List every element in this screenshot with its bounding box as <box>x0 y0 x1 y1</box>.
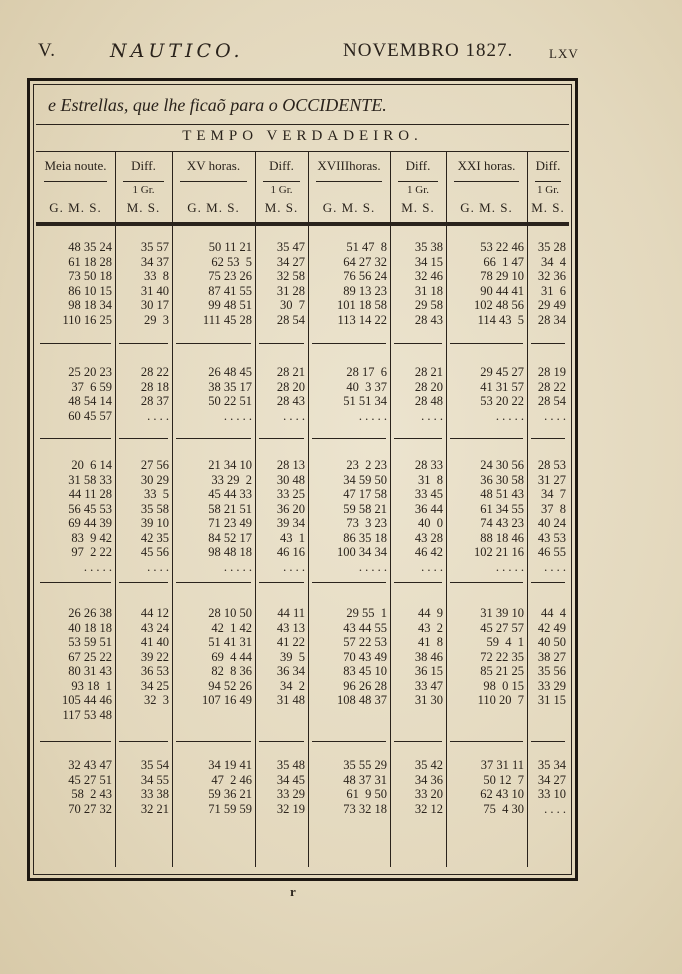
column-title-rule <box>398 181 438 182</box>
month-year: NOVEMBRO 1827. <box>343 40 514 61</box>
column-title: Meia noute. <box>44 158 107 173</box>
block-separator <box>450 582 523 583</box>
column-title: Diff. <box>269 158 294 173</box>
block-separator <box>119 343 168 344</box>
column-gr-label: 1 Gr. <box>537 184 559 196</box>
page-number: LXV <box>549 46 579 61</box>
block-separator <box>40 343 111 344</box>
printer-signature: r <box>290 884 296 899</box>
table-cell: 44 11 43 13 41 22 39 5 36 34 34 2 31 48 <box>276 606 305 707</box>
table-cell: 28 10 50 42 1 42 51 41 31 69 4 44 82 8 36 94 52 26 107 16 49 <box>202 606 252 707</box>
block-separator <box>176 343 251 344</box>
table-cell: 26 26 38 40 18 18 53 59 51 67 25 22 80 31 43 93 18 1 105 44 46 117 53 48 <box>62 606 112 722</box>
block-separator <box>259 343 304 344</box>
block-separator <box>259 582 304 583</box>
column-title: XVIIIhoras. <box>317 158 381 173</box>
block-separator <box>259 741 304 742</box>
block-separator <box>394 741 442 742</box>
column-divider <box>390 152 391 867</box>
column-title: Diff. <box>131 158 156 173</box>
block-separator <box>119 741 168 742</box>
block-separator <box>531 741 565 742</box>
table-cell: 35 28 34 4 32 36 31 6 29 49 28 34 <box>537 240 566 327</box>
table-cell: 28 21 28 20 28 48 . . . . <box>414 365 443 423</box>
block-separator <box>312 438 386 439</box>
table-cell: 28 19 28 22 28 54 . . . . <box>537 365 566 423</box>
table-cell: 44 4 42 49 40 50 38 27 35 56 33 29 31 15 <box>537 606 566 707</box>
running-title: NAUTICO. <box>110 40 244 62</box>
table-cell: 23 2 23 34 59 50 47 17 58 59 58 21 73 3 23 86 35 18 100 34 34 . . . . . <box>337 458 387 574</box>
block-separator <box>119 582 168 583</box>
table-cell: 28 53 31 27 34 7 37 8 40 24 43 53 46 55 . . . . <box>537 458 566 574</box>
column-units: G. M. S. <box>460 200 513 215</box>
table-cell: 29 55 1 43 44 55 57 22 53 70 43 49 83 45 10 96 26 28 108 48 37 <box>337 606 387 707</box>
block-separator <box>312 582 386 583</box>
column-units: M. S. <box>264 200 299 215</box>
column-divider <box>446 152 447 867</box>
table-cell: 35 48 34 45 33 29 32 19 <box>276 758 305 816</box>
table-cell: 21 34 10 33 29 2 45 44 33 58 21 51 71 23 49 84 52 17 98 48 18 . . . . . <box>208 458 252 574</box>
block-separator <box>40 582 111 583</box>
column-divider <box>308 152 309 867</box>
block-separator <box>119 438 168 439</box>
time-banner: TEMPO VERDADEIRO. <box>182 128 423 144</box>
column-units: G. M. S. <box>187 200 240 215</box>
column-title: Diff. <box>405 158 431 173</box>
column-gr-label: 1 Gr. <box>407 184 429 196</box>
table-cell: 25 20 23 37 6 59 48 54 14 60 45 57 <box>68 365 112 423</box>
block-separator <box>531 438 565 439</box>
table-cell: 50 11 21 62 53 5 75 23 26 87 41 55 99 48 51 111 45 28 <box>202 240 252 327</box>
block-separator <box>450 741 523 742</box>
table-cell: 26 48 45 38 35 17 50 22 51 . . . . . <box>208 365 252 423</box>
table-cell: 28 17 6 40 3 37 51 51 34 . . . . . <box>343 365 387 423</box>
column-units: M. S. <box>531 200 565 215</box>
column-gr-label: 1 Gr. <box>132 184 155 196</box>
column-title-rule <box>123 181 164 182</box>
table-cell: 34 19 41 47 2 46 59 36 21 71 59 59 <box>208 758 252 816</box>
block-separator <box>531 582 565 583</box>
column-units: M. S. <box>401 200 435 215</box>
table-cell: 51 47 8 64 27 32 76 56 24 89 13 23 101 18 58 113 14 22 <box>337 240 387 327</box>
block-separator <box>176 582 251 583</box>
column-title-rule <box>180 181 247 182</box>
volume-marker: V. <box>38 40 57 61</box>
table-cell: 28 22 28 18 28 37 . . . . <box>140 365 169 423</box>
table-cell: 20 6 14 31 58 33 44 11 28 56 45 53 69 44 39 83 9 42 97 2 22 . . . . . <box>68 458 112 574</box>
column-title-rule <box>535 181 561 182</box>
block-separator <box>394 582 442 583</box>
table-cell: 48 35 24 61 18 28 73 50 18 86 10 15 98 18 34 110 16 25 <box>62 240 112 327</box>
table-cell: 35 55 29 48 37 31 61 9 50 73 32 18 <box>343 758 387 816</box>
column-divider <box>255 152 256 867</box>
table-cell: 35 54 34 55 33 38 32 21 <box>140 758 169 816</box>
table-cell: 24 30 56 36 30 58 48 51 43 61 34 55 74 43 23 88 18 46 102 21 16 . . . . . <box>474 458 524 574</box>
table-cell: 35 42 34 36 33 20 32 12 <box>414 758 443 816</box>
table-cell: 27 56 30 29 33 5 35 58 39 10 42 35 45 56 . . . . <box>140 458 169 574</box>
column-title-rule <box>44 181 107 182</box>
table-cell: 44 12 43 24 41 40 39 22 36 53 34 25 32 3 <box>140 606 169 707</box>
subtitle-rule <box>36 124 569 125</box>
table-cell: 53 22 46 66 1 47 78 29 10 90 44 41 102 48 56 114 43 5 <box>474 240 524 327</box>
block-separator <box>531 343 565 344</box>
table-cell: 32 43 47 45 27 51 58 2 43 70 27 32 <box>68 758 112 816</box>
block-separator <box>450 343 523 344</box>
table-cell: 28 21 28 20 28 43 . . . . <box>276 365 305 423</box>
block-separator <box>312 741 386 742</box>
block-separator <box>259 438 304 439</box>
table-cell: 29 45 27 41 31 57 53 20 22 . . . . . <box>480 365 524 423</box>
column-title-rule <box>316 181 382 182</box>
block-separator <box>394 438 442 439</box>
column-title: Diff. <box>535 158 561 173</box>
column-units: M. S. <box>126 200 161 215</box>
table-cell: 37 31 11 50 12 7 62 43 10 75 4 30 <box>480 758 524 816</box>
table-cell: 35 34 34 27 33 10 . . . . <box>537 758 566 816</box>
column-units: G. M. S. <box>322 200 376 215</box>
block-separator <box>450 438 523 439</box>
column-title: XV horas. <box>186 158 241 173</box>
column-title-rule <box>263 181 300 182</box>
block-separator <box>176 438 251 439</box>
block-separator <box>40 438 111 439</box>
header-thick-rule <box>36 222 569 226</box>
column-divider <box>115 152 116 867</box>
column-gr-label: 1 Gr. <box>270 184 293 196</box>
block-separator <box>40 741 111 742</box>
table-cell: 44 9 43 2 41 8 38 46 36 15 33 47 31 30 <box>414 606 443 707</box>
block-separator <box>312 343 386 344</box>
table-cell: 35 38 34 15 32 46 31 18 29 58 28 43 <box>414 240 443 327</box>
table-cell: 35 57 34 37 33 8 31 40 30 17 29 3 <box>140 240 169 327</box>
column-divider <box>527 152 528 867</box>
block-separator <box>176 741 251 742</box>
column-units: G. M. S. <box>49 200 102 215</box>
table-cell: 35 47 34 27 32 58 31 28 30 7 28 54 <box>276 240 305 327</box>
table-cell: 31 39 10 45 27 57 59 4 1 72 22 35 85 21 25 98 0 15 110 20 7 <box>477 606 524 707</box>
table-cell: 28 13 30 48 33 25 36 20 39 34 43 1 46 16 . . . . <box>276 458 305 574</box>
column-title: XXI horas. <box>457 158 516 173</box>
column-divider <box>172 152 173 867</box>
table-subtitle: e Estrellas, que lhe ficaõ para o OCCIDENTE. <box>48 95 387 115</box>
block-separator <box>394 343 442 344</box>
column-title-rule <box>454 181 519 182</box>
table-cell: 28 33 31 8 33 45 36 44 40 0 43 28 46 42 . . . . <box>414 458 443 574</box>
